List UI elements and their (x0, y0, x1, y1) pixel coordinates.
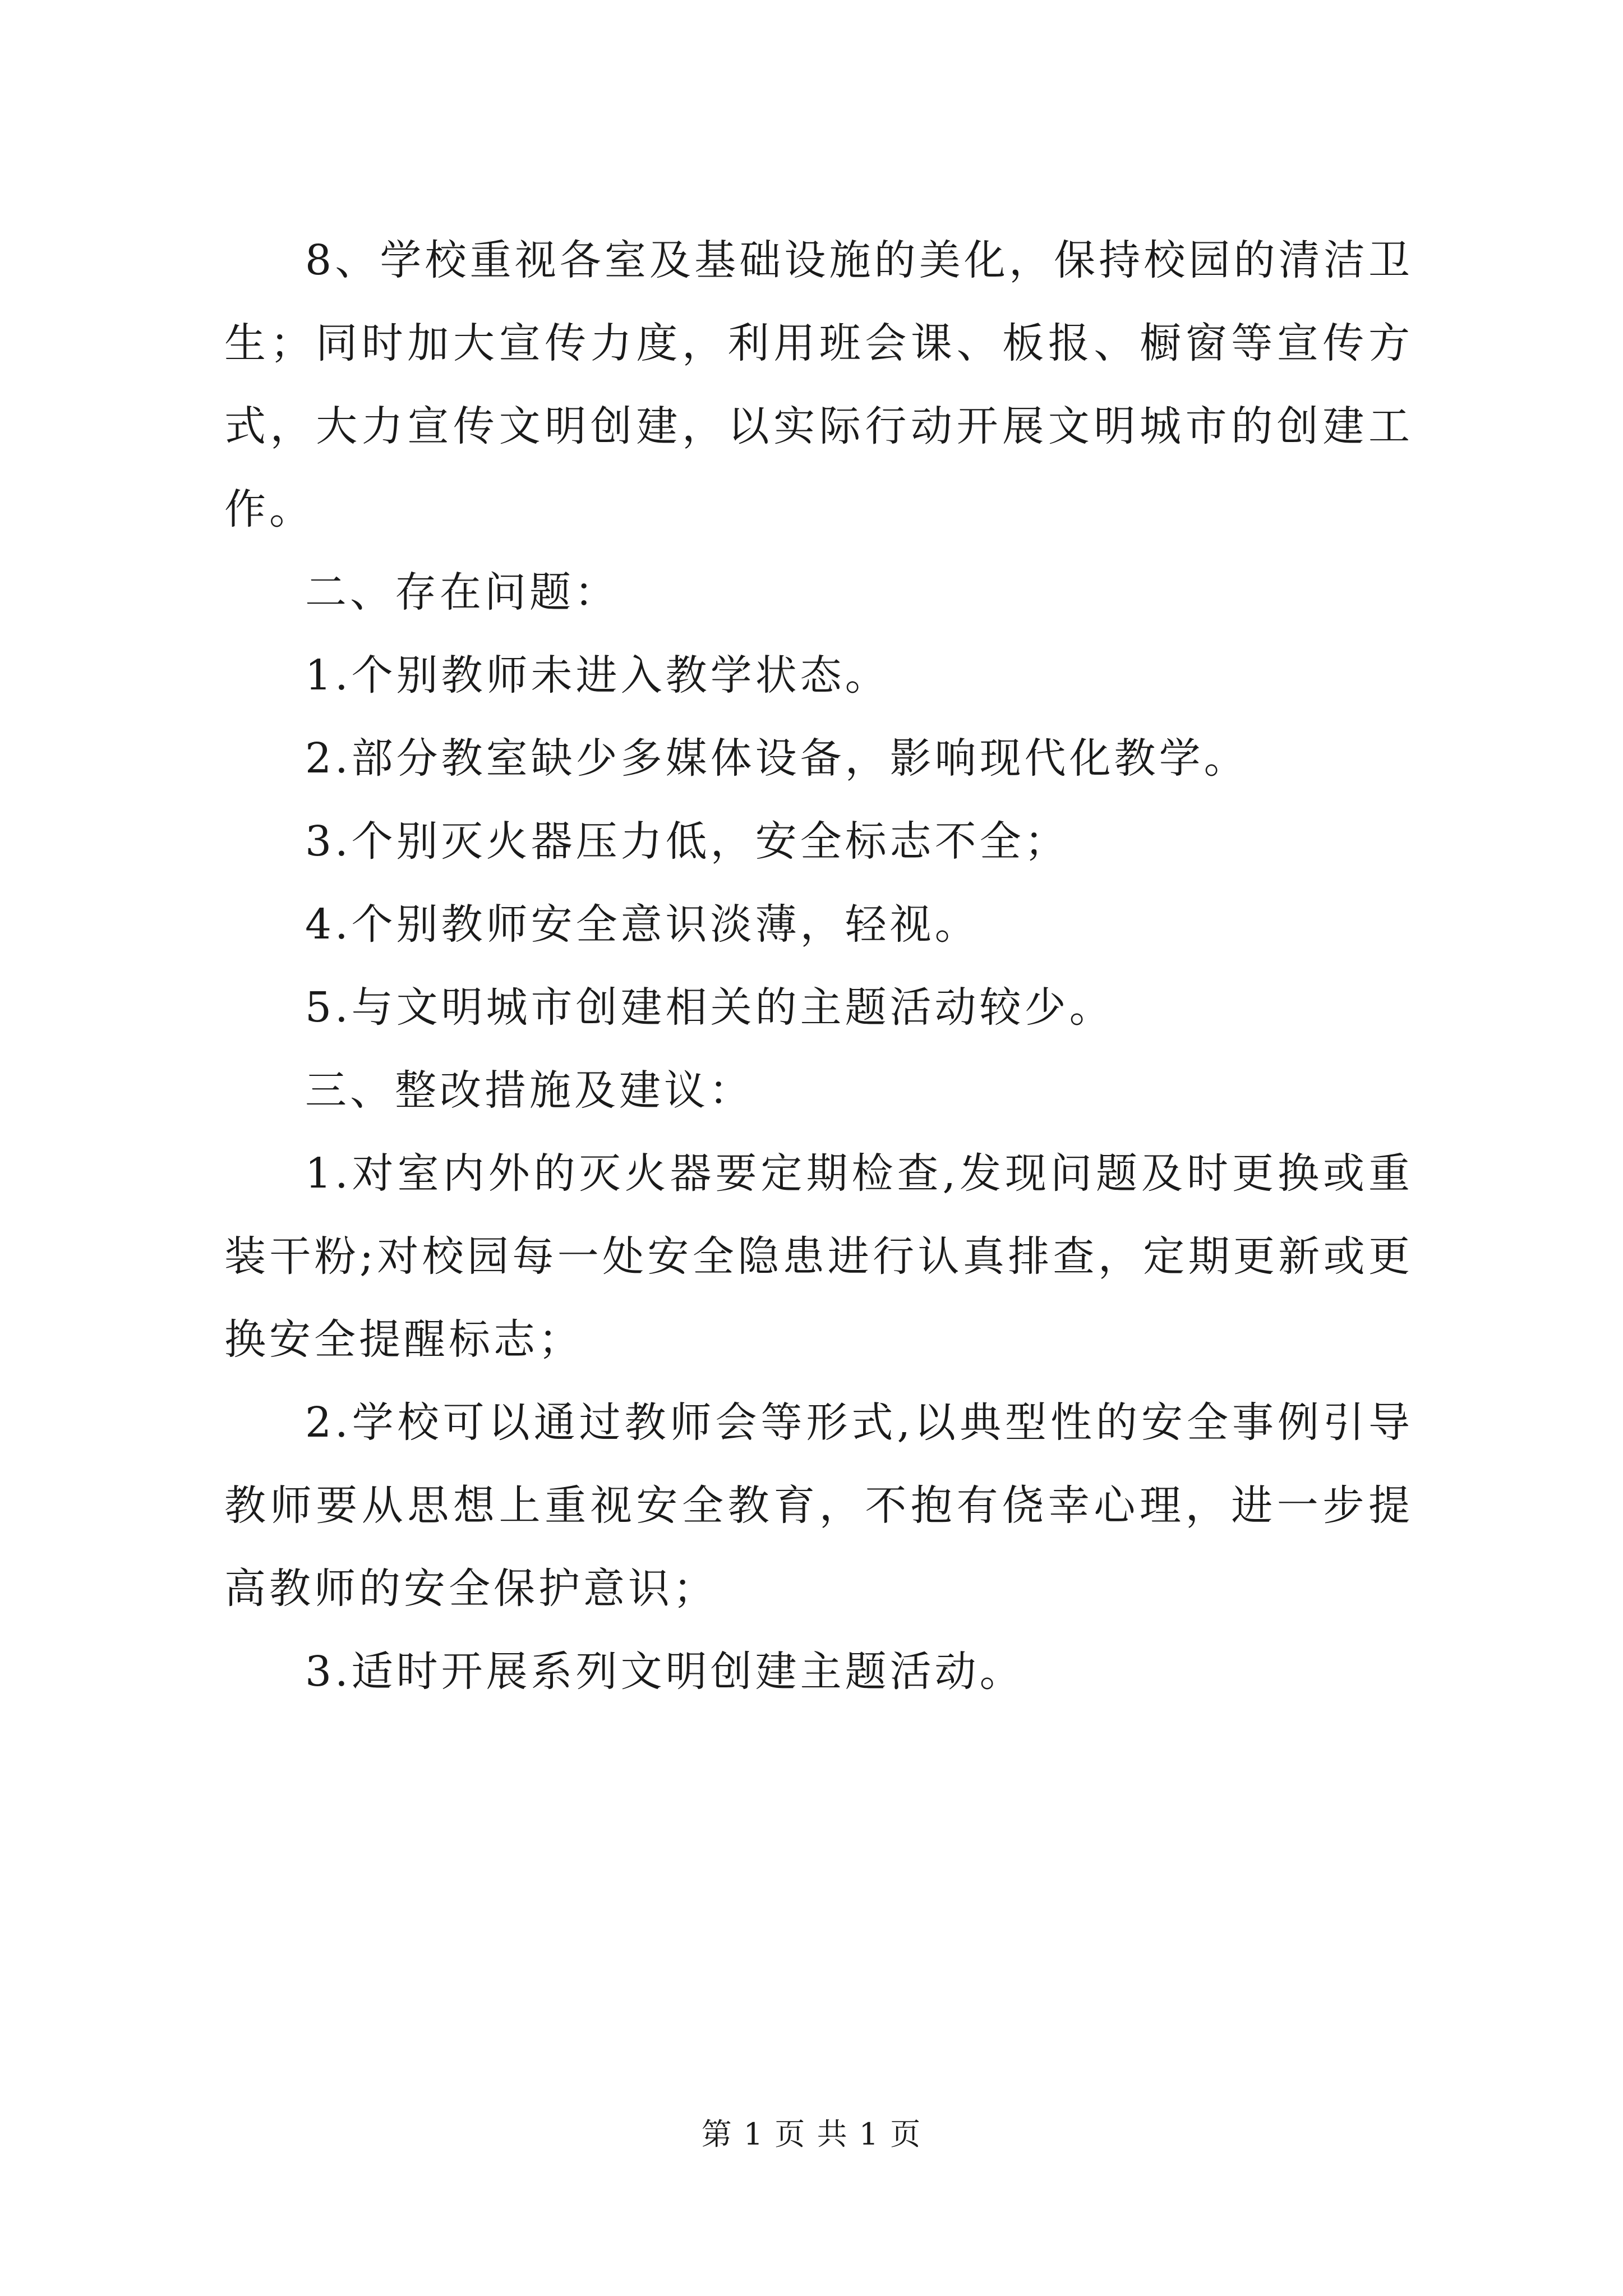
measure-item-2: 2.学校可以通过教师会等形式,以典型性的安全事例引导教师要从思想上重视安全教育，不抱有侥幸心理，进一步提高教师的安全保护意识； (224, 1398, 1413, 1613)
problem-item-1: 1.个别教师未进入教学状态。 (305, 651, 890, 700)
paragraph-item-8: 8、学校重视各室及基础设施的美化，保持校园的清洁卫生；同时加大宣传力度，利用班会课、板报、橱窗等宣传方式，大力宣传文明创建，以实际行动开展文明城市的创建工作。 (224, 236, 1413, 533)
problem-item-3: 3.个别灭火器压力低，安全标志不全； (305, 817, 1069, 866)
section-heading-problems: 二、存在问题： (305, 568, 619, 616)
document-body (224, 219, 1413, 1713)
measure-item-3: 3.适时开展系列文明创建主题活动。 (305, 1648, 1025, 1696)
problem-item-5: 5.与文明城市创建相关的主题活动较少。 (305, 983, 1114, 1032)
page-footer: 第 1 页 共 1 页 (701, 2116, 922, 2152)
measure-item-1: 1.对室内外的灭火器要定期检查,发现问题及时更换或重装干粉;对校园每一处安全隐患进行认真排查，定期更新或更换安全提醒标志； (224, 1149, 1413, 1364)
problem-item-4: 4.个别教师安全意识淡薄，轻视。 (305, 900, 980, 949)
problem-item-2: 2.部分教室缺少多媒体设备，影响现代化教学。 (305, 734, 1249, 783)
section-heading-measures: 三、整改措施及建议： (305, 1066, 754, 1115)
